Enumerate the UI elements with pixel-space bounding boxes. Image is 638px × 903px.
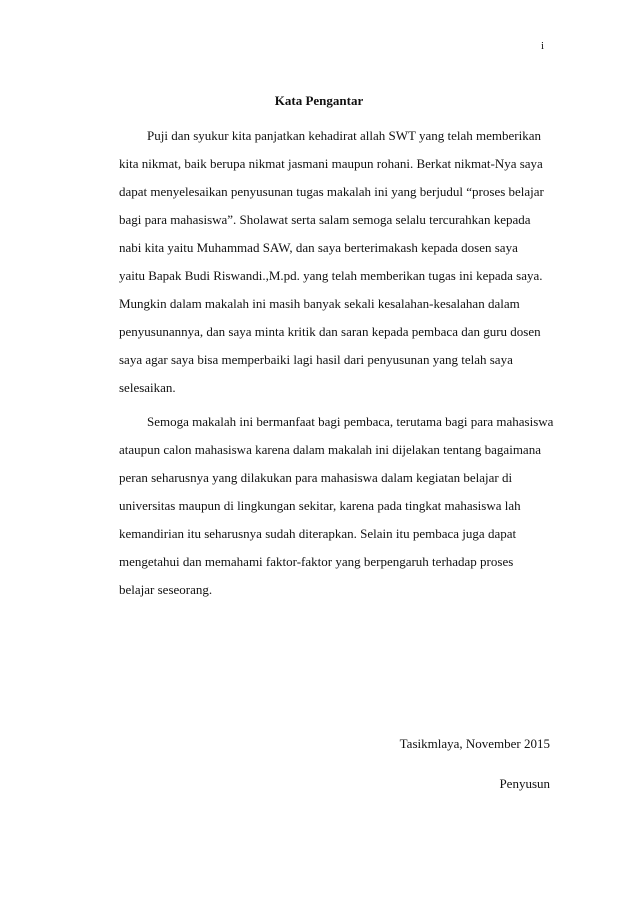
paragraph-line: mengetahui dan memahami faktor-faktor yang berpengaruh terhadap proses (119, 554, 514, 569)
paragraph-line: Mungkin dalam makalah ini masih banyak sekali kesalahan-kesalahan dalam (119, 296, 520, 311)
paragraph-2 (119, 408, 554, 604)
paragraph-line: bagi para mahasiswa”. Sholawat serta salam semoga selalu tercurahkan kepada (119, 212, 531, 227)
document-title: Kata Pengantar (274, 93, 364, 108)
paragraph-1 (119, 122, 549, 402)
paragraph-line: kemandirian itu seharusnya sudah diterapkan. Selain itu pembaca juga dapat (119, 526, 517, 541)
paragraph-line: dapat menyelesaikan penyusunan tugas makalah ini yang berjudul “proses belajar (119, 184, 544, 199)
paragraph-line: nabi kita yaitu Muhammad SAW, dan saya berterimakash kepada dosen saya (119, 240, 518, 255)
paragraph-line: ataupun calon mahasiswa karena dalam makalah ini dijelakan tentang bagaimana (119, 442, 541, 457)
paragraph-line: kita nikmat, baik berupa nikmat jasmani maupun rohani. Berkat nikmat-Nya saya (119, 156, 543, 171)
paragraph-line: selesaikan. (119, 380, 176, 395)
paragraph-line: yaitu Bapak Budi Riswandi.,M.pd. yang telah memberikan tugas ini kepada saya. (119, 268, 543, 283)
paragraph-line: universitas maupun di lingkungan sekitar, karena pada tingkat mahasiswa lah (119, 498, 521, 513)
paragraph-line: belajar seseorang. (119, 582, 213, 597)
paragraph-line: peran seharusnya yang dilakukan para mahasiswa dalam kegiatan belajar di (119, 470, 513, 485)
body-text (119, 122, 554, 604)
author-signature: Penyusun (499, 776, 550, 791)
paragraph-line: penyusunannya, dan saya minta kritik dan saran kepada pembaca dan guru dosen (119, 324, 541, 339)
paragraph-line: Puji dan syukur kita panjatkan kehadirat allah SWT yang telah memberikan (147, 128, 541, 143)
paragraph-line: saya agar saya bisa memperbaiki lagi hasil dari penyusunan yang telah saya (119, 352, 513, 367)
place-date: Tasikmlaya, November 2015 (399, 736, 550, 751)
page-number: i (541, 40, 545, 52)
paragraph-line: Semoga makalah ini bermanfaat bagi pembaca, terutama bagi para mahasiswa (147, 414, 554, 429)
